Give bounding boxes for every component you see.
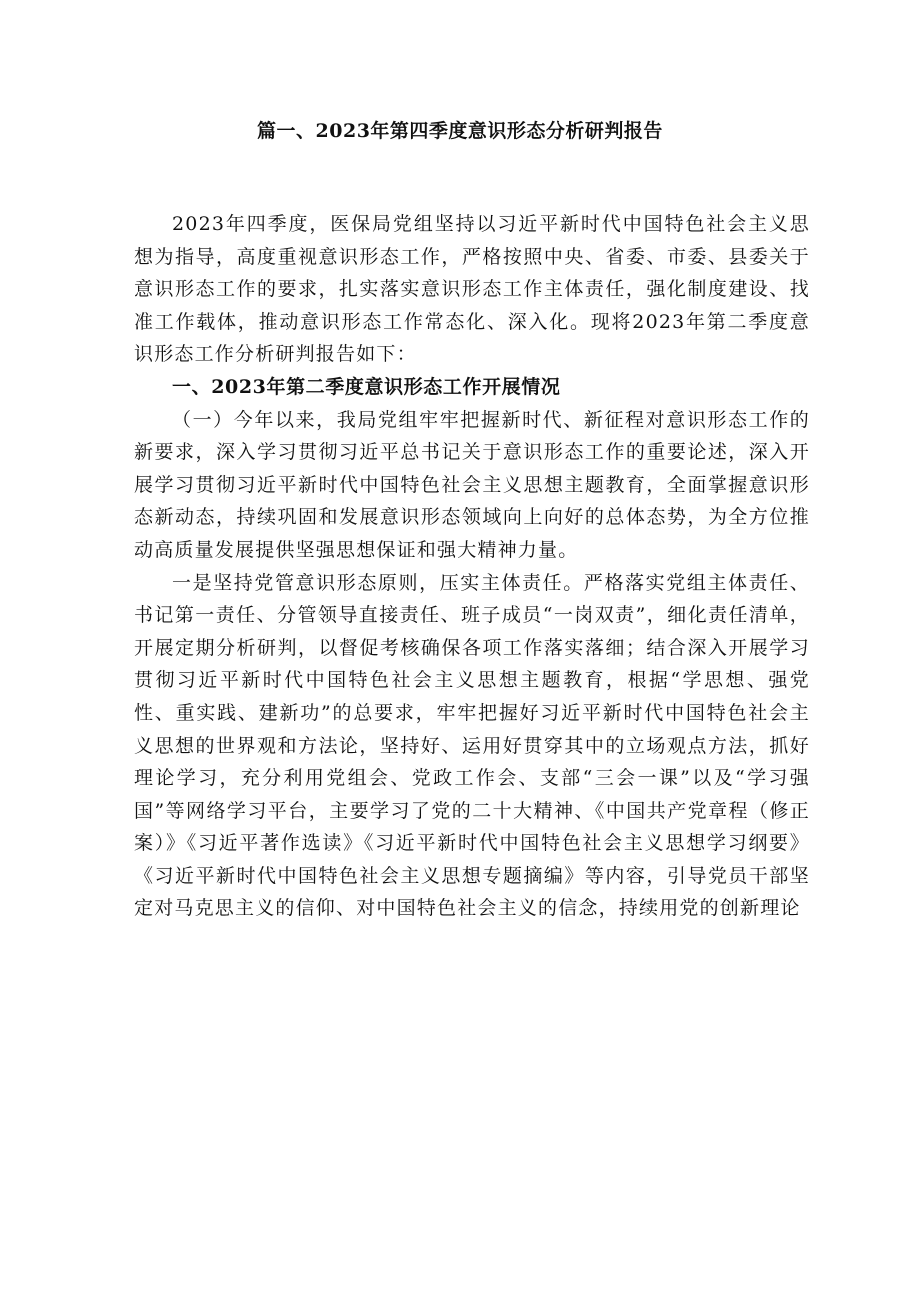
section-heading-1: 一、2023年第二季度意识形态工作开展情况: [172, 375, 561, 398]
document-body: [134, 208, 810, 925]
paragraph-intro: 2023年四季度，医保局党组坚持以习近平新时代中国特色社会主义思想为指导，高度重视意识形态工作，严格按照中央、省委、市委、县委关于意识形态工作的要求，扎实落实意识形态工作主体责任，强化制度建设、找准工作载体，推动意识形态工作常态化、深入化。现将2023年第二季度意识形态工作分析研判报告如下：: [134, 213, 810, 366]
paragraph-point-1: 一是坚持党管意识形态原则，压实主体责任。严格落实党组主体责任、书记第一责任、分管领导直接责任、班子成员“一岗双责”，细化责任清单，开展定期分析研判，以督促考核确保各项工作落实落细；结合深入开展学习贯彻习近平新时代中国特色社会主义思想主题教育，根据“学思想、强党性、重实践、建新功”的总要求，牢牢把握好习近平新时代中国特色社会主义思想的世界观和方法论，坚持好、运用好贯穿其中的立场观点方法，抓好理论学习，充分利用党组会、党政工作会、支部“三会一课”以及“学习强国”等网络学习平台，主要学习了党的二十大精神、《中国共产党章程（修正案）》《习近平著作选读》《习近平新时代中国特色社会主义思想学习纲要》《习近平新时代中国特色社会主义思想专题摘编》等内容，引导党员干部坚定对马克思主义的信仰、对中国特色社会主义的信念，持续用党的创新理论: [134, 571, 810, 920]
paragraph-subsection-1: （一）今年以来，我局党组牢牢把握新时代、新征程对意识形态工作的新要求，深入学习贯彻习近平总书记关于意识形态工作的重要论述，深入开展学习贯彻习近平新时代中国特色社会主义思想主题教育，全面掌握意识形态新动态，持续巩固和发展意识形态领域向上向好的总体态势，为全方位推动高质量发展提供坚强思想保证和强大精神力量。: [134, 408, 810, 561]
document-title: 篇一、2023年第四季度意识形态分析研判报告: [257, 120, 663, 142]
